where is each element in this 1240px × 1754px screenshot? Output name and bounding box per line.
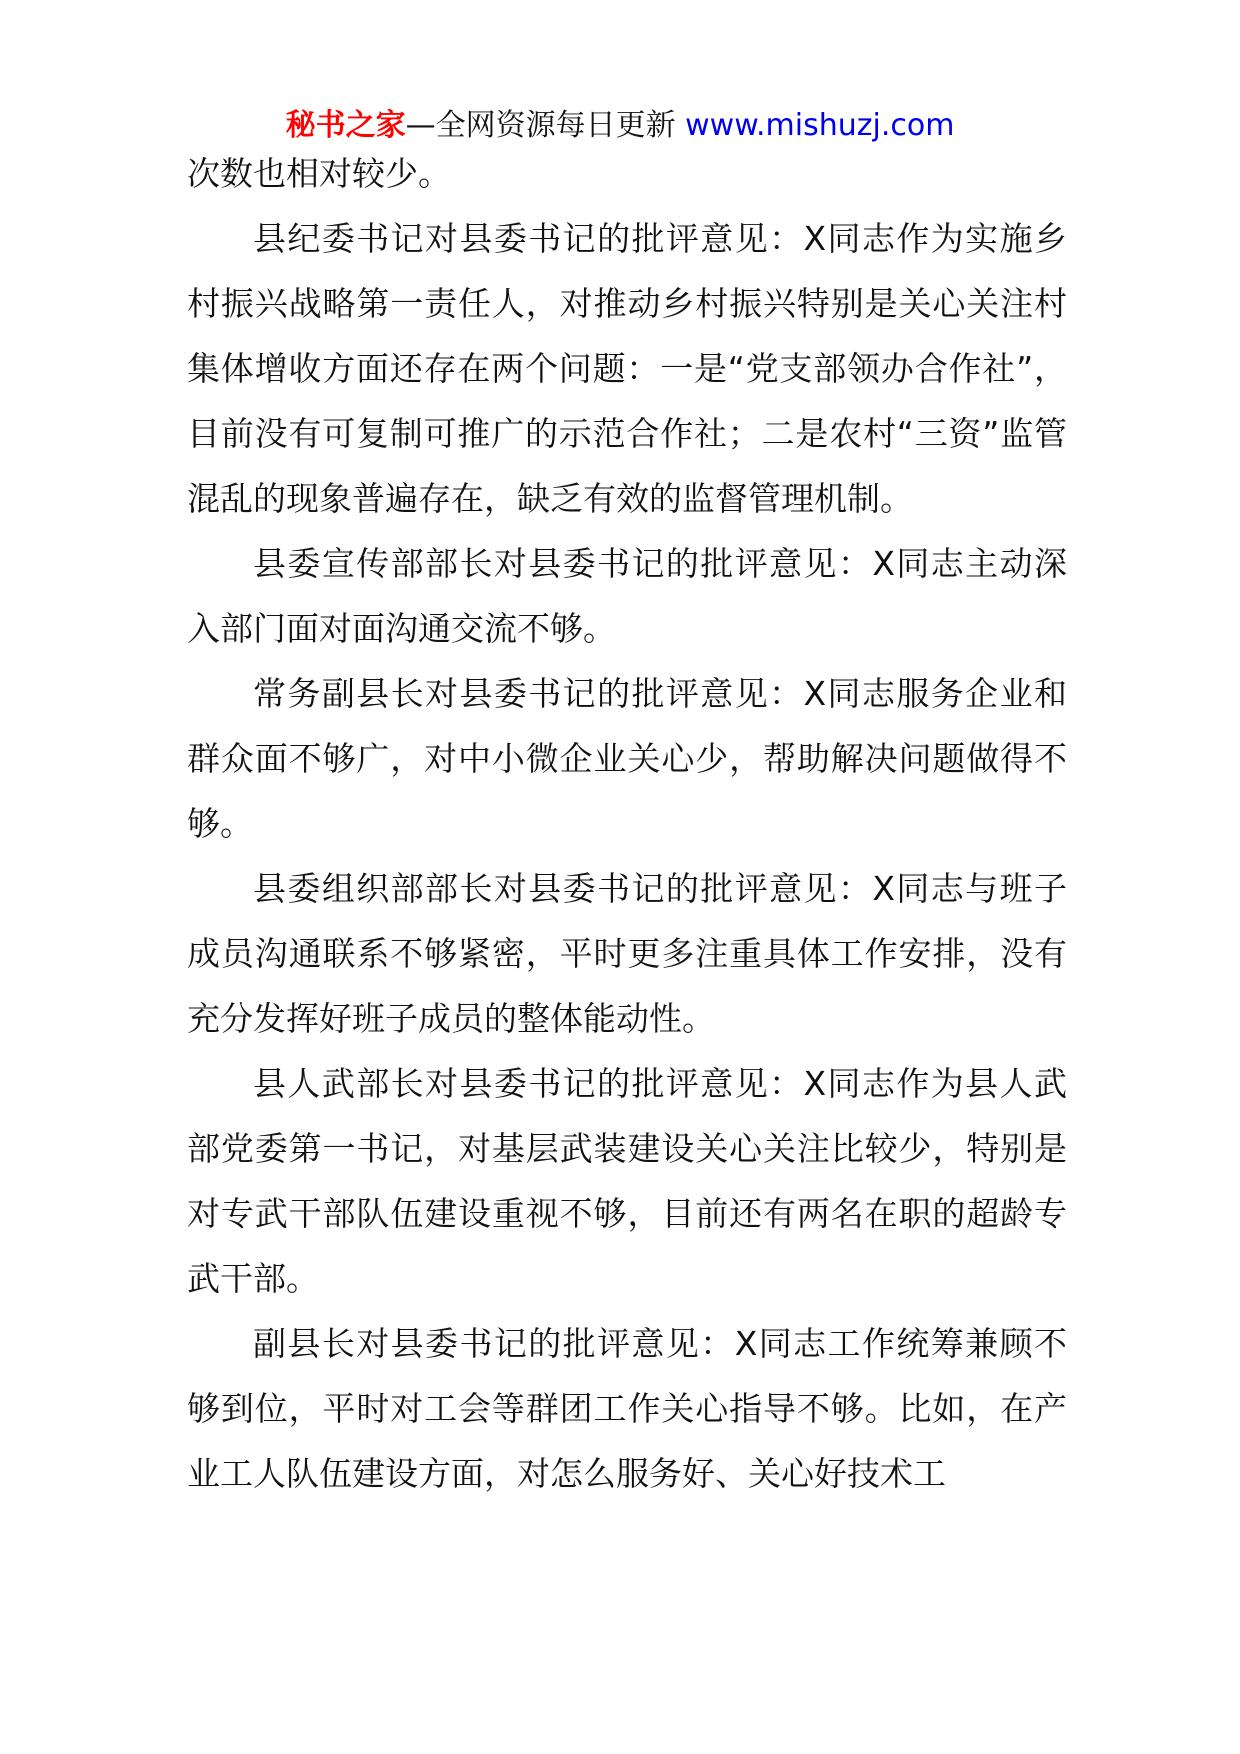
paragraph-armed-forces-head: 县人武部长对县委书记的批评意见：X同志作为县人武部党委第一书记，对基层武装建设关心关注比较少，特别是对专武干部队伍建设重视不够，目前还有两名在职的超龄专武干部。 [187, 1064, 1067, 1298]
paragraph-organization-head: 县委组织部部长对县委书记的批评意见：X同志与班子成员沟通联系不够紧密，平时更多注重具体工作安排，没有充分发挥好班子成员的整体能动性。 [187, 869, 1067, 1038]
site-brand: 秘书之家 [285, 108, 406, 143]
paragraph-deputy-magistrate: 副县长对县委书记的批评意见：X同志工作统筹兼顾不够到位，平时对工会等群团工作关心指导不够。比如，在产业工人队伍建设方面，对怎么服务好、关心好技术工 [187, 1324, 1067, 1493]
site-slogan: —全网资源每日更新 [405, 108, 676, 143]
paragraph-discipline-secretary: 县纪委书记对县委书记的批评意见：X同志作为实施乡村振兴战略第一责任人，对推动乡村振兴特别是关心关注村集体增收方面还存在两个问题：一是“党支部领办合作社”，目前没有可复制可推广的示范合作社；二是农村“三资”监管混乱的现象普遍存在，缺乏有效的监督管理机制。 [187, 219, 1067, 518]
paragraph-propaganda-head: 县委宣传部部长对县委书记的批评意见：X同志主动深入部门面对面沟通交流不够。 [187, 544, 1067, 648]
document-body [187, 141, 1067, 1506]
paragraph-executive-deputy-magistrate: 常务副县长对县委书记的批评意见：X同志服务企业和群众面不够广，对中小微企业关心少，帮助解决问题做得不够。 [187, 674, 1067, 843]
site-url-link[interactable]: www.mishuzj.com [685, 108, 955, 143]
paragraph-continuation: 次数也相对较少。 [187, 154, 451, 193]
